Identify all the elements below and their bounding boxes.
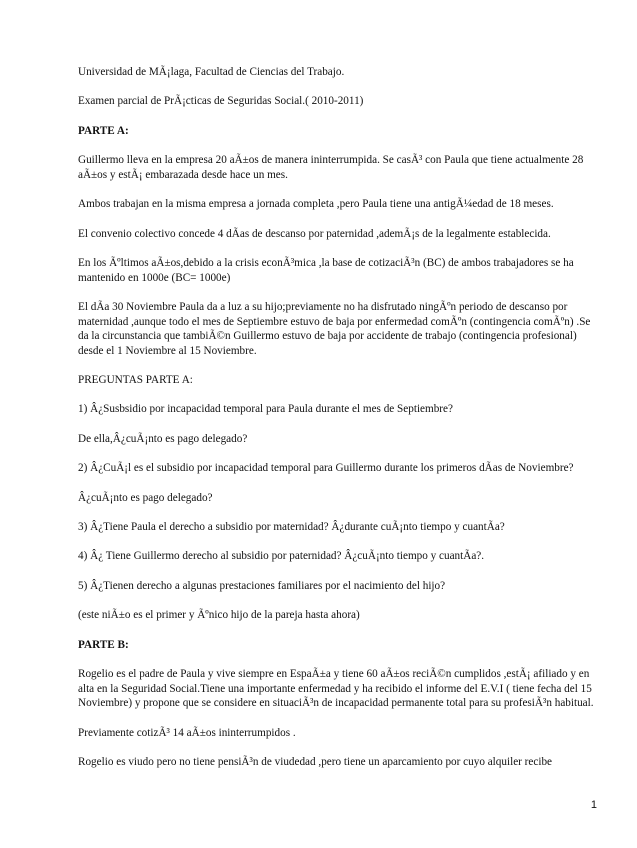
question-2-sub: Â¿cuÃ¡nto es pago delegado? bbox=[78, 491, 213, 504]
question-5-note: (este niÃ±o es el primer y Ãºnico hijo de la pareja hasta ahora) bbox=[78, 609, 360, 622]
questions-heading-parte-a: PREGUNTAS PARTE A: bbox=[78, 374, 193, 387]
university-header: Universidad de MÃ¡laga, Facultad de Ciencias del Trabajo. bbox=[78, 66, 345, 78]
question-1: 1) Â¿Susbsidio por incapacidad temporal para Paula durante el mes de Septiembre? bbox=[78, 403, 453, 416]
question-2: 2) Â¿CuÃ¡l es el subsidio por incapacidad temporal para Guillermo durante los primeros dÃas de Noviembre? bbox=[78, 462, 574, 475]
exam-title: Examen parcial de PrÃ¡cticas de Seguridas Social.( 2010-2011) bbox=[78, 95, 364, 108]
page-number: 1 bbox=[590, 799, 597, 811]
paragraph-base-cotizacion: En los Ãºltimos aÃ±os,debido a la crisis econÃ³mica ,la base de cotizaciÃ³n (BC) de ambos trabajadores se ha mantenido en 1000e (BC= 1000e) bbox=[78, 256, 574, 284]
question-3: 3) Â¿Tiene Paula el derecho a subsidio por maternidad? Â¿durante cuÃ¡nto tiempo y cuantÃa? bbox=[78, 521, 505, 534]
paragraph-guillermo-intro: Guillermo lleva en la empresa 20 aÃ±os de manera ininterrumpida. Se casÃ³ con Paula que tiene actualmente 28 aÃ±os y estÃ¡ embarazada desde hace un mes. bbox=[78, 154, 584, 181]
paragraph-cotizacion-rogelio: Previamente cotizÃ³ 14 aÃ±os ininterrumpidos . bbox=[78, 726, 296, 739]
section-heading-parte-a: PARTE A: bbox=[78, 124, 129, 137]
section-heading-parte-b: PARTE B: bbox=[78, 638, 129, 651]
paragraph-rogelio: Rogelio es el padre de Paula y vive siempre en EspaÃ±a y tiene 60 aÃ±os reciÃ©n cumplidos ,estÃ¡ afiliado y en alta en la Seguridad Social.Tiene una importante enfermedad y ha recibido el informe del E.V.I ( tiene fecha del 15 Noviembre) y propone que se considere en situaciÃ³n de incapacidad permanente total para su profesiÃ³n habitual. bbox=[78, 668, 594, 710]
question-1-sub: De ella,Â¿cuÃ¡nto es pago delegado? bbox=[78, 432, 248, 445]
paragraph-viudo: Rogelio es viudo pero no tiene pensiÃ³n de viudedad ,pero tiene un aparcamiento por cuyo alquiler recibe bbox=[78, 755, 553, 768]
question-4: 4) Â¿ Tiene Guillermo derecho al subsidio por paternidad? Â¿cuÃ¡nto tiempo y cuantÃa?. bbox=[78, 550, 485, 563]
question-5: 5) Â¿Tienen derecho a algunas prestaciones familiares por el nacimiento del hijo? bbox=[78, 579, 446, 592]
paragraph-jornada: Ambos trabajan en la misma empresa a jornada completa ,pero Paula tiene una antigÃ¼edad de 18 meses. bbox=[78, 198, 554, 211]
paragraph-convenio: El convenio colectivo concede 4 dÃas de descanso por paternidad ,ademÃ¡s de la legalmente establecida. bbox=[78, 227, 551, 240]
paragraph-nacimiento: El dÃa 30 Noviembre Paula da a luz a su hijo;previamente no ha disfrutado ningÃºn periodo de descanso por maternidad ,aunque todo el mes de Septiembre estuvo de baja por enfermedad comÃºn (contingencia comÃºn) .Se da la circunstancia que tambiÃ©n Guillermo estuvo de baja por accidente de trabajo (contingencia profesional) desde el 1 Noviembre al 15 Noviembre. bbox=[78, 300, 591, 357]
document-body bbox=[78, 65, 600, 784]
